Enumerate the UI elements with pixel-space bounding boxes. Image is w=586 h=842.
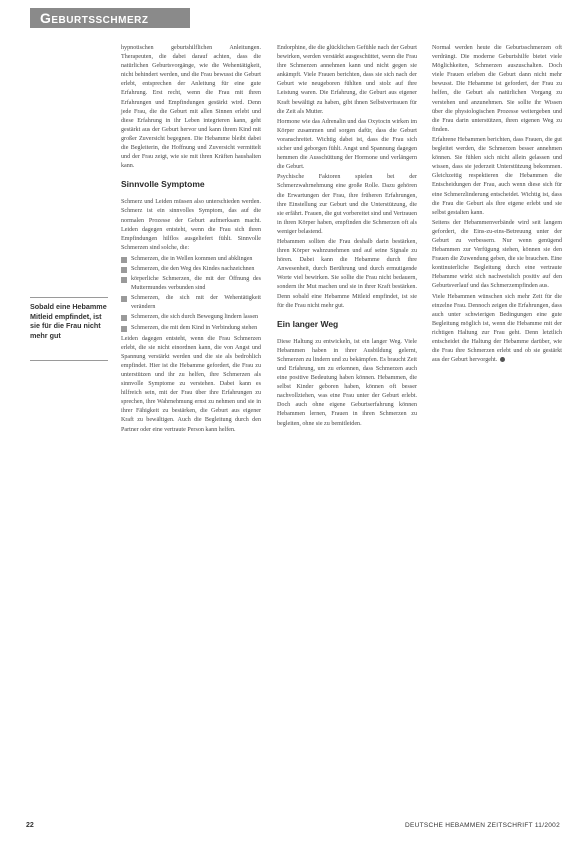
paragraph: Endorphine, die die glücklichen Gefühle nach der Geburt bewirken, werden verstärkt ausgeschüttet, wenn die Frau ihre Schmerzen annehmen kann und nicht gegen sie ankämpft. Viele Frauen berichten, dass sie sich nach der Geburt wie neugeboren fühlten und stolz auf ihre Leistung waren. Die Erfahrung, die Geburt aus eigener Kraft bewältigt zu haben, gibt ihnen Selbstvertrauen für die Zeit als Mutter. — [277, 45, 417, 115]
paragraph: hypnotischen geburtshilflichen Anleitungen. Therapeuten, die dabei darauf achten, dass die natürlichen Geburtsvorgänge, wie die Wehentätigkeit, nicht behindert werden, und die Frau bewusst die Geburt erlebt, entsprechen der Anleitung für eine gute Erfahrung. Erst recht, wenn die Frau mit ihren Erfahrungen und Empfindungen gestärkt wird. Denn jede Frau, die die Geburt mit allen Sinnen erlebt und diese Erfahrung in ihr Leben integrieren kann, geht gestärkt aus der Geburt hervor und kann ihrem Kind mit großer Zuversicht begegnen. Die Hebamme bleibt dabei die Begleiterin, die Hoffnung und Zuversicht vermittelt und der Frau zeigt, wie sie mit ihren Kräften haushalten kann. — [121, 45, 261, 170]
paragraph: Hormone wie das Adrenalin und das Oxytocin wirken im Körper zusammen und sorgen dafür, dass die Geburt voranschreitet. Wichtig dabei ist, dass die Frau sich sicher und geborgen fühlt. Angst und Spannung dagegen hemmen die Ausschüttung der Hormone und verlängern die Geburt. — [277, 118, 417, 171]
column-2 — [277, 44, 417, 430]
list-item: körperliche Schmerzen, die mit der Öffnung des Muttermundes verbunden sind — [121, 275, 261, 293]
pullquote: Sobald eine Hebamme Mitleid empfindet, ist sie für die Frau nicht mehr gut — [30, 302, 107, 340]
square-bullet-icon — [121, 277, 127, 283]
paragraph: Psychische Faktoren spielen bei der Schmerzwahrnehmung eine große Rolle. Dazu gehören die Erwartungen der Frau, ihre früheren Erfahrungen, ihre Einstellung zur Geburt und die Unterstützung, die sie erfährt. Frauen, die gut vorbereitet sind und Vertrauen in ihren Körper haben, empfinden die Schmerzen oft als weniger belastend. — [277, 174, 417, 235]
symptom-list — [121, 255, 261, 333]
paragraph: Normal werden heute die Geburtsschmerzen oft verdrängt. Die moderne Geburtshilfe bietet viele Möglichkeiten, Schmerzen auszuschalten. Doch viele Frauen erleben die Geburt dann nicht mehr bewusst. Die Hebamme ist gefordert, der Frau zu helfen, die Geburt als natürlichen Vorgang zu verstehen und anzunehmen. Sie sollte ihr Wissen über die physiologischen Prozesse weitergeben und die Frau darin unterstützen, ihren eigenen Weg zu finden. — [432, 45, 562, 133]
square-bullet-icon — [121, 296, 127, 302]
square-bullet-icon — [121, 257, 127, 263]
subhead-ein-langer-weg: Ein langer Weg — [277, 318, 339, 329]
list-item: Schmerzen, die sich mit der Wehentätigkeit verändern — [121, 294, 261, 312]
square-bullet-icon — [121, 267, 127, 273]
end-mark-icon — [500, 357, 505, 362]
paragraph: Diese Haltung zu entwickeln, ist ein langer Weg. Viele Hebammen haben in ihrer Ausbildung gelernt, Schmerzen zu lindern und zu bekämpfen. Es braucht Zeit und Erfahrung, um zu erkennen, dass Schmerzen auch eine positive Bedeutung haben können. Hebammen, die selbst Kinder geboren haben, können oft besser nachvollziehen, was eine Frau unter der Geburt erlebt. Doch auch ohne eigene Geburtserfahrung können Hebammen lernen, Frauen in ihren Schmerzen zu begleiten, ohne sie zu bemitleiden. — [277, 338, 417, 427]
subhead-sinnvolle-symptome: Sinnvolle Symptome — [121, 179, 205, 190]
list-item: Schmerzen, die in Wellen kommen und abklingen — [121, 255, 261, 264]
paragraph: Seitens der Hebammenverbände wird seit langem gefordert, die Eins-zu-eins-Betreuung unter der Geburt zu verbessern. Nur wenn genügend Hebammen zur Verfügung stehen, können sie den Frauen die Zuwendung geben, die sie brauchen. Eine kontinuierliche Begleitung durch eine vertraute Hebamme wirkt sich nachweislich positiv auf den Geburtsverlauf und das Schmerzempfinden aus. — [432, 219, 562, 290]
square-bullet-icon — [121, 326, 127, 332]
journal-footer: DEUTSCHE HEBAMMEN ZEITSCHRIFT 11/2002 — [405, 822, 560, 829]
pullquote-rule-top — [30, 297, 108, 298]
paragraph: Hebammen sollten die Frau deshalb darin bestärken, ihren Körper wahrzunehmen und auf seine Signale zu hören. Dabei kann die Hebamme durch ihre Anwesenheit, durch Berührung und durch ermutigende Worte viel bewirken. Sie sollte die Frau nicht bedauern, sondern ihr Mut machen und sie in ihrer Kraft bestärken. Denn sobald eine Hebamme Mitleid empfindet, ist sie für die Frau nicht mehr gut. — [277, 238, 417, 309]
list-item: Schmerzen, die sich durch Bewegung lindern lassen — [121, 313, 261, 322]
section-title: Geburtsschmerz — [40, 10, 149, 26]
paragraph: Erfahrene Hebammen berichten, dass Frauen, die gut begleitet werden, die Schmerzen besser annehmen können. Sie fühlen sich nicht allein gelassen und wissen, dass sie jederzeit Unterstützung bekommen. Gleichzeitig respektieren die Hebammen die Entscheidungen der Frau, auch wenn diese sich für eine Schmerzlinderung entscheidet. Wichtig ist, dass die Frau die Geburt als ihre eigene erlebt und sie selbst gestalten kann. — [432, 136, 562, 216]
square-bullet-icon — [121, 315, 127, 321]
list-item: Schmerzen, die den Weg des Kindes nachzeichnen — [121, 265, 261, 274]
paragraph: Viele Hebammen wünschen sich mehr Zeit für die einzelne Frau. Dennoch zeigen die Erfahrungen, dass auch unter schwierigen Bedingungen eine gute Begleitung möglich ist, wenn die Hebamme mit der richtigen Haltung zur Frau geht. Denn letztlich entscheidet die Haltung der Hebamme darüber, wie die Frau ihre Schmerzen erlebt und ob sie gestärkt aus der Geburt hervorgeht. — [432, 293, 562, 364]
page-number: 22 — [26, 822, 34, 829]
column-1 — [121, 44, 261, 436]
pullquote-rule-bottom — [30, 360, 108, 361]
paragraph: Leiden dagegen entsteht, wenn die Frau Schmerzen erlebt, die sie nicht einordnen kann, die von Angst und Spannung verstärkt werden und die sie als bedrohlich empfindet. Hier ist die Hebamme gefordert, die Frau zu unterstützen und ihr zu helfen, ihre Schmerzen als sinnvolle Symptome zu verstehen. Dabei kann es hilfreich sein, mit der Frau über ihre Erfahrungen zu sprechen, ihre Wahrnehmung ernst zu nehmen und sie in ihrer Fähigkeit zu bestärken, die Geburt aus eigener Kraft zu bewältigen. Auch die Begleitung durch den Partner oder eine vertraute Person kann helfen. — [121, 335, 261, 433]
list-item: Schmerzen, die mit dem Kind in Verbindung stehen — [121, 324, 261, 333]
column-3 — [432, 44, 562, 366]
paragraph: Schmerz und Leiden müssen also unterschieden werden. Schmerz ist ein sinnvolles Symptom, das auf die normalen Prozesse der Geburt aufmerksam macht. Leiden dagegen entsteht, wenn die Frau sich ihren Empfindungen hilflos ausgeliefert fühlt. Sinnvolle Schmerzen sind solche, die: — [121, 199, 261, 251]
